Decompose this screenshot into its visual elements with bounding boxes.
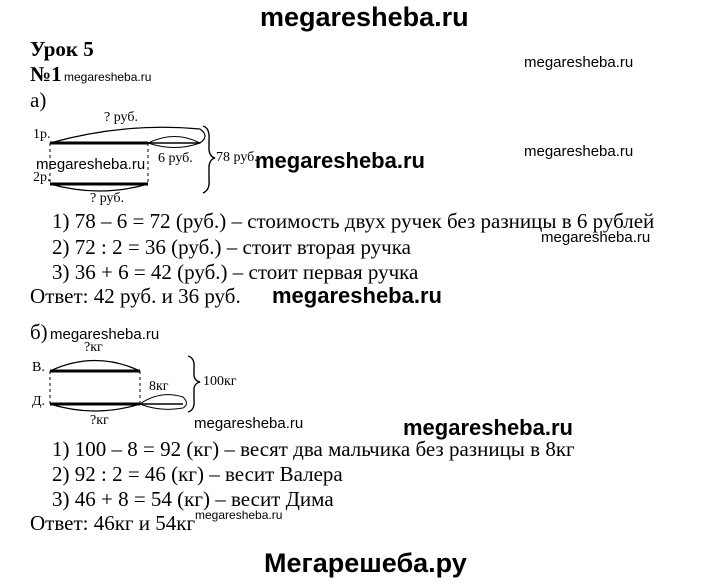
watermark: megaresheba.ru: [64, 70, 152, 84]
difference-label: 6 руб.: [158, 151, 193, 166]
watermark-bottom: Мегарешеба.ру: [264, 548, 467, 578]
task-number: №1: [30, 62, 62, 86]
watermark: megaresheba.ru: [272, 283, 442, 308]
top-question: ?кг: [84, 340, 103, 355]
step: 2) 92 : 2 = 46 (кг) – весит Валера: [52, 462, 343, 486]
lesson-title: Урок 5: [30, 37, 94, 61]
watermark-top: megaresheba.ru: [260, 2, 469, 32]
step: 1) 78 – 6 = 72 (руб.) – стоимость двух ручек без разницы в 6 рублей: [52, 209, 655, 233]
difference-oval: [140, 395, 187, 410]
step: 1) 100 – 8 = 92 (кг) – весят два мальчика без разницы в 8кг: [52, 437, 575, 461]
answer: Ответ: 46кг и 54кг: [30, 511, 196, 535]
watermark: megaresheba.ru: [36, 156, 146, 173]
watermark: megaresheba.ru: [195, 508, 283, 522]
row-label-2: 2р.: [33, 170, 51, 185]
total-label: 100кг: [203, 374, 237, 389]
step: 3) 46 + 8 = 54 (кг) – весит Дима: [52, 487, 334, 511]
row-label-2: Д.: [32, 394, 46, 409]
top-question: ? руб.: [104, 110, 138, 125]
watermark: megaresheba.ru: [524, 143, 634, 160]
watermark: megaresheba.ru: [541, 229, 651, 246]
watermark: megaresheba.ru: [403, 415, 573, 440]
part-a-label: а): [30, 88, 47, 112]
watermark: megaresheba.ru: [194, 415, 304, 432]
brace-top-arc: [50, 361, 140, 372]
difference-label: 8кг: [149, 379, 169, 394]
step: 2) 72 : 2 = 36 (руб.) – стоит вторая ручка: [52, 235, 411, 259]
row-label-1: В.: [32, 360, 45, 375]
bottom-question: ?кг: [90, 413, 109, 428]
row-label-1: 1р.: [33, 127, 51, 142]
watermark: megaresheba.ru: [524, 54, 634, 71]
bottom-question: ? руб.: [90, 191, 124, 206]
total-brace: [188, 356, 200, 412]
part-b-label: б): [30, 320, 48, 344]
total-label: 78 руб.: [216, 150, 258, 165]
watermark: megaresheba.ru: [255, 148, 425, 173]
watermark: megaresheba.ru: [50, 326, 160, 343]
step: 3) 36 + 6 = 42 (руб.) – стоит первая ручка: [52, 260, 419, 284]
answer: Ответ: 42 руб. и 36 руб.: [30, 284, 241, 308]
